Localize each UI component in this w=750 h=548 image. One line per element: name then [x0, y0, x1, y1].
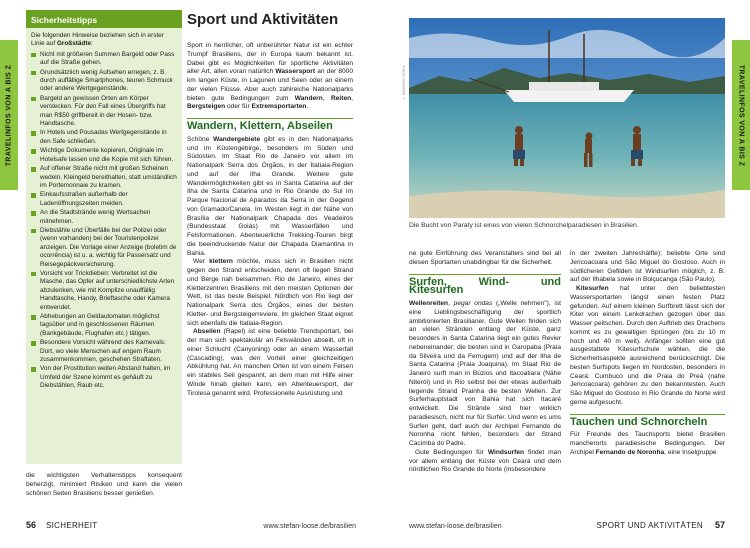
square-bullet-icon	[31, 167, 36, 172]
photo-credit: © WERNER STAHL	[402, 65, 406, 100]
square-bullet-icon	[31, 97, 36, 102]
bold-text: Bergsteigen	[187, 103, 226, 111]
safety-tips-list	[31, 51, 177, 391]
list-item-text: Abhebungen an Geldautomaten möglichst tagsüber und in geschlossenen Räumen (Bankgebäude, Flughafen etc.) tätigen.	[40, 313, 160, 337]
list-item	[31, 69, 177, 94]
center-column	[187, 10, 353, 398]
surfing-paragraph	[409, 300, 561, 449]
list-item-text: Diebstähle und Überfälle bei der Polizei oder (wenn vorhanden) bei der Touristenpolizei anzeigen. Die Vorlage einer Anzeige (boletim de ocorrência) ist u. a. wichtig für Passersatz und Reisegepäckversicherung.	[40, 226, 177, 268]
square-bullet-icon	[31, 149, 36, 154]
list-item	[31, 147, 177, 164]
list-item	[31, 209, 177, 226]
bold-text: Kitesurfen	[576, 285, 609, 292]
diving-paragraph	[570, 431, 725, 457]
list-item-text: In Hotels und Pousadas Wertgegenstände in den Safe schließen.	[40, 129, 167, 145]
text: findet man vor allem entlang der Küste von Ceará und dem nördlichen Rio Grande do Norte (insbesondere	[409, 448, 562, 474]
bold-text: Wellenreiten	[409, 300, 449, 307]
list-item	[31, 270, 177, 312]
list-item-text: Von der Prostitution weiten Abstand halten, im Umfeld der Szene kommt es gehäuft zu Diebstählen, Raub etc.	[40, 365, 171, 390]
right-column-1	[409, 250, 561, 475]
list-item-text: Vorsicht vor Trickdieben: Verbreitet ist die Masche, das Opfer auf unterschiedlichste Arten abzulenken, wie mit Komplize unauffällig Handtasche, Handy, Brieftasche oder Kamera entwendet.	[40, 269, 175, 311]
safety-tips-title: Sicherheitstipps	[26, 12, 182, 28]
list-item	[31, 165, 177, 190]
list-item-text: An die Stadtstrände wenig Wertsachen mitnehmen.	[40, 209, 151, 225]
list-item	[31, 129, 177, 146]
square-bullet-icon	[31, 211, 36, 216]
list-item	[31, 95, 177, 129]
square-bullet-icon	[31, 315, 36, 320]
continuation-paragraph: ne gute Einführung des Veranstalters sind bei all diesen Sportarten unabdingbar für die Sicherheit.	[409, 250, 561, 266]
bold-text: Wassersport	[275, 68, 316, 76]
side-tab-left-label: TRAVELINFOS VON A BIS Z	[5, 64, 13, 166]
square-bullet-icon	[31, 341, 36, 346]
kitesurfing-paragraph	[570, 285, 725, 408]
beach-photo	[409, 18, 725, 218]
footer-section-right: SPORT UND AKTIVITÄTEN	[596, 521, 703, 530]
climbing-paragraph	[187, 258, 353, 328]
italic-text: pegar ondas	[453, 300, 493, 307]
intro-paragraph	[187, 42, 353, 112]
list-item	[31, 313, 177, 338]
list-item-text: Bargeld an gewissen Orten am Körper verstecken. Für den Fall eines Übergriffs hat man R$50 griffbereit in der Hosen- bzw. Handtasche.	[40, 94, 166, 128]
bold-text: Fernando de Noronha	[595, 448, 665, 456]
section-heading-surfing: Surfen, Wind- und Kitesurfen	[409, 275, 561, 297]
square-bullet-icon	[31, 272, 36, 277]
left-tail-paragraph	[26, 472, 182, 498]
list-item-text: Nicht mit größeren Summen Bargeld oder Pass auf die Straße gehen.	[40, 50, 175, 67]
intro-bold: Großstädte	[56, 40, 92, 48]
windsurf-continuation: in der zweiten Jahreshälfte); beliebte Orte sind Jericoacoara und São Miguel do Gostoso. Auch in südlicheren Gefilden ist Windsurfen möglich, z. B. auf der Ilhabela sowie in Boiçucanga (São Paulo).	[570, 250, 725, 284]
section-heading-diving: Tauchen und Schnorcheln	[570, 414, 725, 427]
list-item-text: Besondere Vorsicht während des Karnevals: Dort, wo viele Menschen auf engem Raum zusammenkommen, geschehen Straftaten.	[40, 339, 166, 364]
list-item	[31, 339, 177, 364]
safety-tips-body	[26, 28, 182, 396]
list-item-text: Auf offener Straße nicht mit großen Scheinen wedeln. Kleingeld bereithalten, statt umständlich im Portemonnaie zu kramen.	[40, 165, 177, 189]
bold-text: Windsurfen	[487, 448, 525, 456]
photo-caption: Die Bucht von Paraty ist eines von vielen Schnorchelparadiesen in Brasilien.	[409, 222, 639, 229]
text: („Welle nehmen"), ist eine Lieblingsbeschäftigung der sportlich ambitionierten Brasilianer. Gute Wellen finden sich an vielen Stränden entlang der Küste, ganz besonders in Santa Catarina liegt ein gutes Revier nebeneinander; die besten sind in Garopaba (Praia da Silveira und da Ferrugem) und auf der Ilha de Santa Catarina (Praia Joaquina). Im Staat Rio de Janeiro surft man in Búzios und Itacoatiara (Nähe Niterói) und in Rio selbst bei der etwas außerhalb liegende Strand Prainha die besten Wellen. Zur Surferhauptstadt von Bahia hat sich Itacaré entwickelt. Die Strände sind hier wirklich paradiesisch, nicht nur für Surfer. Und wenn es ums Surfen geht, darf auch der Archipel Fernando de Noronha nicht fehlen, besonders der Strand Cacimba do Padre.	[409, 300, 562, 447]
square-bullet-icon	[31, 71, 36, 76]
text: an der 8000 km langen Küste, in Lagunen und Seen oder an einem der vielen Flüsse. Aber auch zahlreiche Nationalparks bieten gute Bedingungen zum	[187, 68, 353, 102]
right-column-2	[570, 250, 725, 458]
bold-text: Reiten	[331, 94, 352, 102]
page-number-right: 57	[714, 520, 725, 530]
bold-text: Wandern	[294, 94, 323, 102]
side-tab-right	[732, 40, 750, 190]
list-item	[31, 191, 177, 208]
square-bullet-icon	[31, 193, 36, 198]
bold-text: klettern	[209, 258, 233, 266]
footer-url-left[interactable]: www.stefan-loose.de/brasilien	[263, 523, 356, 530]
footer-section-left: SICHERHEIT	[46, 521, 98, 530]
text: Wer	[193, 258, 210, 266]
intro-text: Die folgenden Hinweise beziehen sich in erster Linie auf	[31, 32, 164, 48]
page-number-left: 56	[26, 520, 37, 530]
safety-tips-box	[26, 10, 182, 464]
text: Gute Bedingungen für	[415, 448, 488, 456]
text: gibt es in den Nationalparks und im Küstengebirge, besonders im Süden und Südosten. Im Staat Rio de Janeiro vor allem im Nationalpark Serra dos Órgãos, in der Itatiaia-Region und auf der Ilha Grande. Weitere gute Wandermöglichkeiten gibt es in Santa Catarina auf der Ilha de Santa Catarina und in Rio Grande do Sul im Parque Nacional de Aparados da Serra in der Gegend von Gramado/Canela. Im Westen liegt in der Nähe von Brasília der Nationalpark Chapada dos Veadeiros (Bundesstaat Goiás) mit Wasserfällen und Felsformationen. Abenteuerliche Trekking-Touren birgt die beeindruckende Natur der Chapada Diamantina in Bahia.	[187, 135, 353, 257]
square-bullet-icon	[31, 131, 36, 136]
windsurfing-paragraph	[409, 449, 561, 475]
bold-text: Wandergebiete	[213, 135, 261, 143]
side-tab-right-label: TRAVELINFOS VON A BIS Z	[737, 64, 745, 166]
footer-url-right[interactable]: www.stefan-loose.de/brasilien	[409, 523, 502, 530]
page-title: Sport und Aktivitäten	[187, 11, 339, 28]
square-bullet-icon	[31, 367, 36, 372]
list-item-text: Einkaufsstraßen außerhalb der Ladenöffnungszeiten meiden.	[40, 191, 128, 207]
side-tab-left	[0, 40, 18, 190]
beach-photo-image	[409, 18, 725, 218]
text: Schöne	[187, 135, 214, 143]
list-item	[31, 227, 177, 269]
text: (Rapel) ist eine beliebte Trendsportart, bei der man sich spektakulär an Felswänden abseilt, oft in einer Schlucht (Canyoning) oder an einem Wasserfall (Cascading), was den Vorteil einer gleichzeitigen Abkühlung hat. An manchen Orten ist von einem Felsen ein stabiles Seil gespannt, an dem man mit Hilfe einer Winde hinab gleiten kann, ein Abenteuersport, der Tirolesa genannt wird. Professionelle Ausrüstung und	[187, 328, 353, 397]
text: ,	[322, 94, 331, 102]
square-bullet-icon	[31, 229, 36, 234]
safety-tips-intro	[31, 32, 177, 49]
text: möchte, muss sich in Brasilien nicht gegen den Strand entscheiden, denn oft liegen Strand und Berge nah beisammen. Rio de Janeiro, eines der Kletterzentren Brasiliens mit den meisten Optionen der Welt, ist das beste Beispiel. Nördlich von Rio liegt der Nationalpark Serra dos Órgãos, eines der besten Kletter- und Bergsteigerreviere. Im gleichen Staat eignet sich ebenfalls die Itatiaia-Region.	[187, 258, 353, 327]
bold-text: Extremsportarten	[251, 103, 307, 111]
footer-left	[26, 520, 356, 530]
square-bullet-icon	[31, 53, 36, 58]
list-item	[31, 365, 177, 390]
text: Sport in herrlicher, oft unberührter Natur ist ein echter Trumpf Brasiliens, der in Europa kaum bekannt ist. Dabei gibt es Möglichkeiten für sportliche Aktivitäten aller Art, allen voran natürlich	[187, 42, 353, 76]
text: ,	[448, 300, 454, 307]
text: hat unter den beliebtesten Wassersportarten längst einen festen Platz gefunden. Auf einem kleinen Surfbrett lässt sich der Kiter von einem Lenkdrachen gezogen über das Wasser peitschen. Durch den Auftrieb des Drachens kommt es zu gewaltigen Sprüngen (bis zu 10 m hoch und 40 m weit). Anfänger sollten eine gut ausgestattete Kitesurfschule wählen, die die Sicherheitsaspekte ausreichend berücksichtigt. Die besten Surfspots liegen im Nordosten, besonders in Ceará: Cumbuco und die Praia do Preá (nahe Jericoacoara) gehören zu den bekanntesten. Auch São Miguel do Gostoso in Rio Grande do Norte wird gerne aufgesucht.	[570, 285, 725, 406]
abseiling-paragraph	[187, 328, 353, 398]
bold-text: Abseilen	[193, 328, 221, 336]
section-heading-hiking: Wandern, Klettern, Abseilen	[187, 118, 353, 131]
left-tail-text: die wichtigsten Verhaltenstipps konsequent beherzigt, minimiert Risiken und kann die vielen schönen Seiten Brasiliens besser genießen.	[26, 472, 182, 497]
footer-right	[409, 520, 725, 530]
list-item-text: Grundsätzlich wenig Aufsehen erregen, z. B. durch auffällige Smartphones, teuren Schmuck oder andere Wertgegenstände.	[40, 68, 173, 93]
text: ,	[351, 94, 353, 102]
list-item	[31, 51, 177, 68]
text: Für Freunde des Tauchsports bietet Brasilien mancherorts paradiesische Bedingungen. Der Archipel	[570, 431, 725, 456]
text: .	[306, 103, 309, 111]
intro-colon: :	[91, 40, 93, 48]
text: , eine Inselgruppe	[664, 448, 717, 456]
hiking-paragraph	[187, 136, 353, 259]
list-item-text: Wichtige Dokumente kopieren, Originale im Hotelsafe lassen und die Kopie mit sich führen.	[40, 147, 174, 163]
text: oder für	[225, 103, 252, 111]
